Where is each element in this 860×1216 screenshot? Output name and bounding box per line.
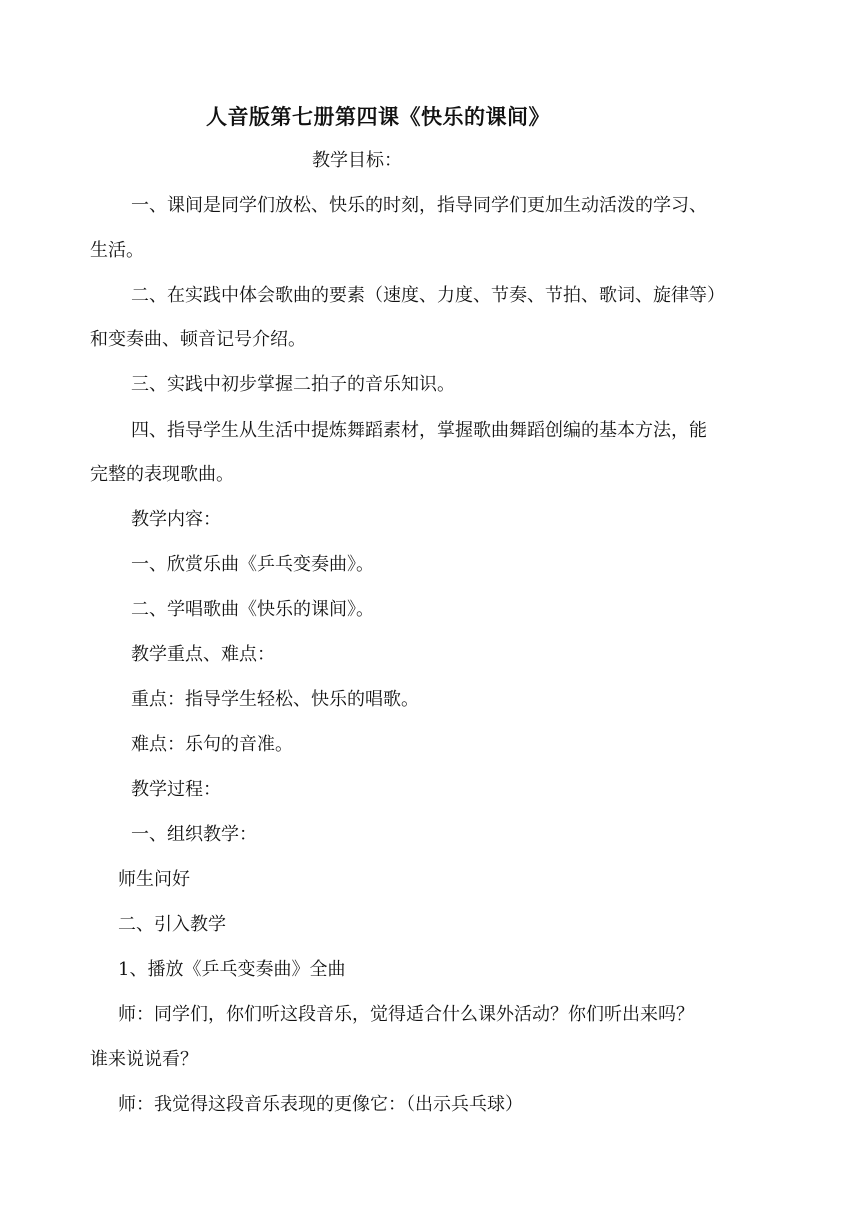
greeting: 师生问好 xyxy=(118,869,190,890)
goal-4-line-1: 四、指导学生从生活中提炼舞蹈素材，掌握歌曲舞蹈创编的基本方法，能 xyxy=(131,420,707,441)
key-point: 重点：指导学生轻松、快乐的唱歌。 xyxy=(131,689,419,710)
teacher-remark-1-line-2: 谁来说说看？ xyxy=(90,1049,198,1070)
teacher-remark-1-line-1: 师：同学们，你们听这段音乐，觉得适合什么课外活动？你们听出来吗？ xyxy=(118,1004,694,1025)
section-heading-content: 教学内容： xyxy=(131,509,221,530)
sub-step-1: 1、播放《乒乓变奏曲》全曲 xyxy=(118,959,346,980)
goal-3: 三、实践中初步掌握二拍子的音乐知识。 xyxy=(131,374,455,395)
goal-1-line-2: 生活。 xyxy=(90,240,144,261)
goal-2-line-1: 二、在实践中体会歌曲的要素（速度、力度、节奏、节拍、歌词、旋律等） xyxy=(131,285,725,306)
content-item-2: 二、学唱歌曲《快乐的课间》。 xyxy=(131,599,374,620)
difficulty: 难点：乐句的音准。 xyxy=(131,734,293,755)
document-title: 人音版第七册第四课《快乐的课间》 xyxy=(206,104,550,129)
process-step-1: 一、组织教学： xyxy=(131,824,257,845)
goal-2-line-2: 和变奏曲、顿音记号介绍。 xyxy=(90,329,306,350)
content-item-1: 一、欣赏乐曲《乒乓变奏曲》。 xyxy=(131,554,374,575)
section-heading-key-points: 教学重点、难点： xyxy=(131,644,275,665)
process-step-2: 二、引入教学 xyxy=(118,914,226,935)
goal-1-line-1: 一、课间是同学们放松、快乐的时刻，指导同学们更加生动活泼的学习、 xyxy=(131,195,707,216)
goal-4-line-2: 完整的表现歌曲。 xyxy=(90,464,234,485)
teacher-remark-2: 师：我觉得这段音乐表现的更像它：（出示兵乓球） xyxy=(118,1094,523,1115)
section-heading-process: 教学过程： xyxy=(131,779,221,800)
section-heading-goals: 教学目标： xyxy=(312,150,402,171)
